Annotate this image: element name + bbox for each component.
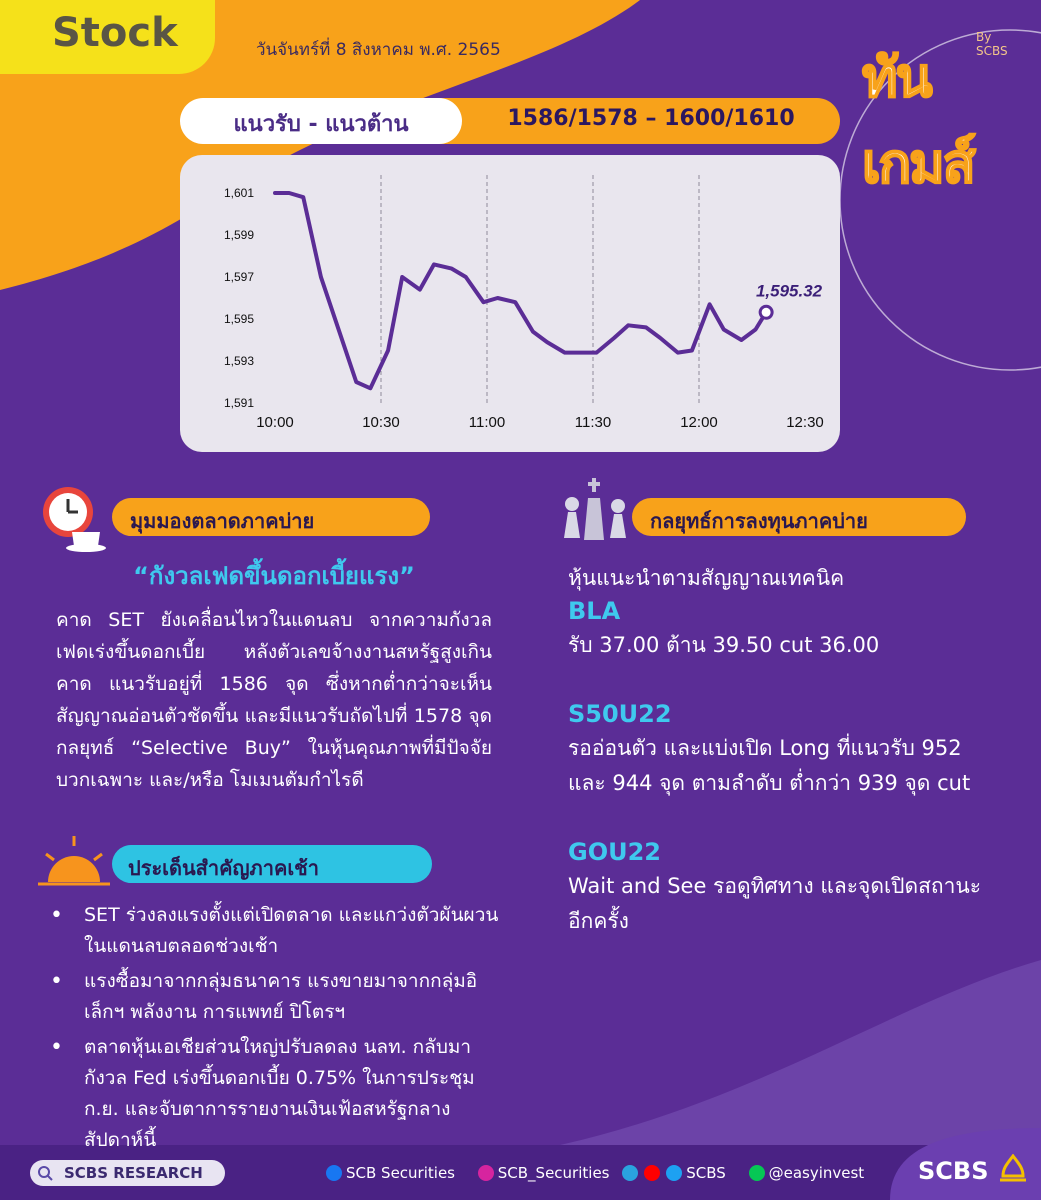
y-tick-label: 1,599 [223,228,254,242]
market-view-quote: “กังวลเฟดขึ้นดอกเบี้ยแรง” [133,562,415,590]
x-tick-label: 10:00 [256,414,294,431]
x-tick-label: 12:00 [680,414,718,431]
y-tick-label: 1,601 [223,186,254,200]
y-tick-label: 1,591 [223,396,254,410]
line-icon[interactable] [749,1165,765,1181]
strategy-title: กลยุทธ์การลงทุนภาคบ่าย [650,509,868,533]
pick-code: BLA [568,597,621,625]
pick-detail: Wait and See รอดูทิศทาง และจุดเปิดสถานะอีกครั้ง [568,874,982,933]
x-tick-label: 10:30 [362,414,400,431]
support-resistance-label: แนวรับ - แนวต้าน [233,112,409,137]
strategy-intro: หุ้นแนะนำตามสัญญาณเทคนิค [568,566,845,590]
last-point-marker [760,306,772,318]
channels-link[interactable]: SCBS [686,1164,726,1182]
pick-detail: รออ่อนตัว และแบ่งเปิด Long ที่แนวรับ 952 และ 944 จุด ตามลำดับ ต่ำกว่า 939 จุด cut [568,736,971,795]
list-item: • แรงซื้อมาจากกลุ่มธนาคาร แรงขายมาจากกลุ่มอิเล็กฯ พลังงาน การแพทย์ ปิโตรฯ [44,966,504,1028]
sunrise-icon [36,832,112,888]
pick-code: S50U22 [568,700,672,728]
x-tick-label: 12:30 [786,414,824,431]
brand-logo [918,1154,1029,1185]
brand-name: SCBS [918,1157,989,1185]
facebook-link[interactable]: SCB Securities [346,1164,455,1182]
instagram-icon[interactable] [478,1165,494,1181]
chess-pieces-icon [558,474,636,544]
instagram-link[interactable]: SCB_Securities [497,1164,610,1182]
y-tick-label: 1,597 [223,270,254,284]
social-links [326,1164,864,1182]
list-item: • SET ร่วงลงแรงตั้งแต่เปิดตลาด และแกว่งตัวผันผวนในแดนลบตลอดช่วงเช้า [44,900,504,962]
telegram-icon[interactable] [622,1165,638,1181]
search-icon [37,1165,53,1181]
list-item: • ตลาดหุ้นเอเชียส่วนใหญ่ปรับลดลง นลท. กลับมากังวล Fed เร่งขึ้นดอกเบี้ย 0.75% ในการประชุม ก.ย. และจับตาการรายงานเงินเฟ้อสหรัฐกลางสัปดาห์นี้ [44,1032,504,1156]
market-view-title: มุมมองตลาดภาคบ่าย [130,509,315,533]
youtube-icon[interactable] [644,1165,660,1181]
series-line [275,193,766,388]
facebook-icon[interactable] [326,1165,342,1181]
report-date: วันจันทร์ที่ 8 สิงหาคม พ.ศ. 2565 [256,40,501,60]
logo-text: ทันเกมส์ [862,46,974,195]
x-tick-label: 11:30 [574,414,612,431]
brand-bell-icon [997,1154,1029,1184]
clock-icon [38,484,108,554]
strategy-content [568,562,998,939]
logo-by: By SCBS [976,30,1008,58]
morning-points-list [44,900,504,1156]
logo [862,24,1012,195]
y-tick-label: 1,593 [223,354,254,368]
stock-tag [0,0,215,74]
line-link[interactable]: @easyinvest [768,1164,865,1182]
x-tick-label: 11:00 [468,414,506,431]
last-value-label: 1,595.32 [755,281,823,301]
research-label: SCBS RESEARCH [64,1164,203,1182]
set-index-chart [180,155,840,452]
support-resistance-value: 1586/1578 – 1600/1610 [507,106,795,131]
market-view-paragraph: คาด SET ยังเคลื่อนไหวในแดนลบ จากความกังวลเฟดเร่งขึ้นดอกเบี้ย หลังตัวเลขจ้างงานสหรัฐสูงเกินคาด แนวรับอยู่ที่ 1586 จุด ซึ่งหากต่ำกว่าจะเห็นสัญญาณอ่อนตัวชัดขึ้น และมีแนวรับถัดไปที่ 1578 จุด กลยุทธ์ “Selective Buy” ในหุ้นคุณภาพที่มีปัจจัยบวกเฉพาะ และ/หรือ โมเมนตัมกำไรดี [56,609,492,791]
morning-points-title: ประเด็นสำคัญภาคเช้า [128,856,319,880]
pick-detail: รับ 37.00 ต้าน 39.50 cut 36.00 [568,633,880,657]
twitter-icon[interactable] [666,1165,682,1181]
y-tick-label: 1,595 [223,312,254,326]
stock-tag-label: Stock [52,10,178,56]
pick-code: GOU22 [568,838,661,866]
